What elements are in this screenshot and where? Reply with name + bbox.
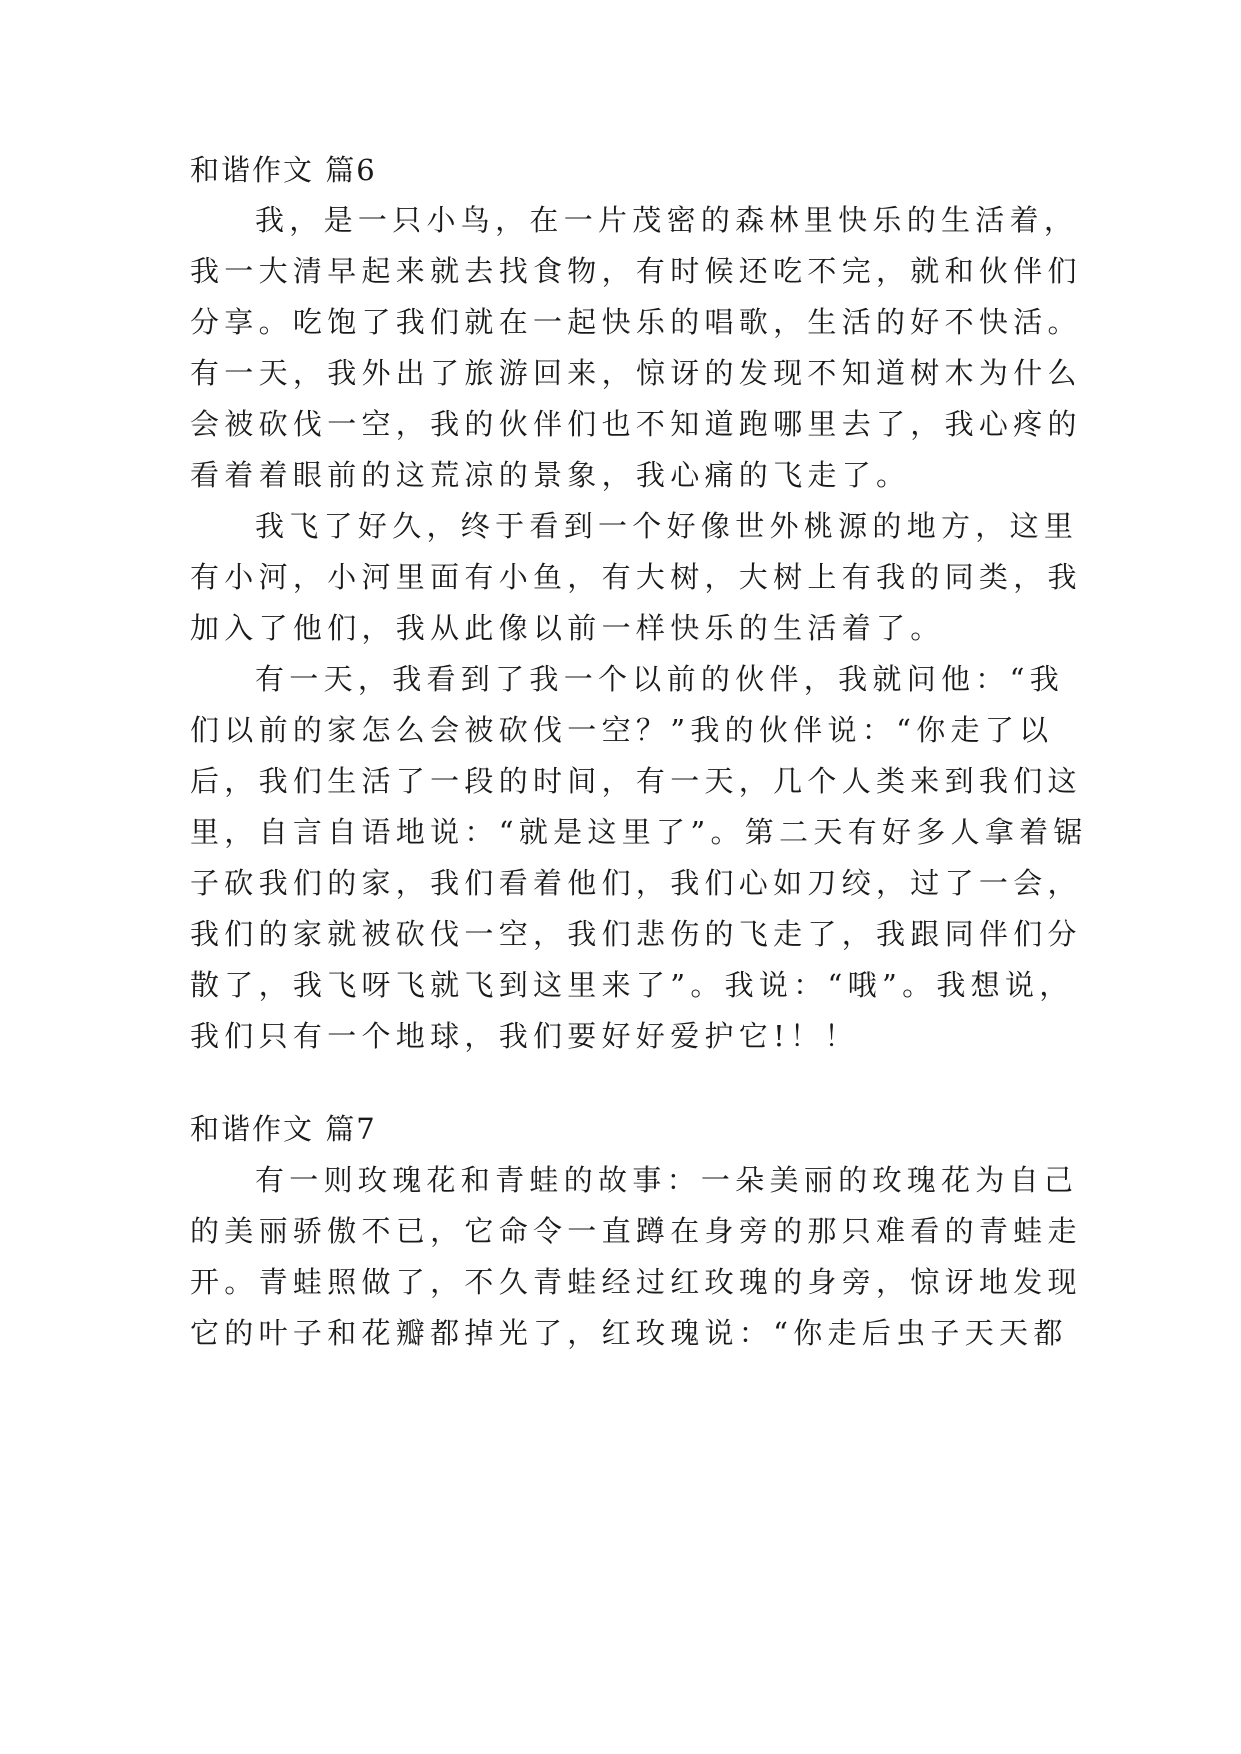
paragraph-line: 它的叶子和花瓣都掉光了，红玫瑰说：“你走后虫子天天都 [190, 1316, 1068, 1350]
paragraph-line: 看着着眼前的这荒凉的景象，我心痛的飞走了。 [190, 458, 911, 492]
paragraph-line: 里，自言自语地说：“就是这里了”。第二天有好多人拿着锯 [190, 815, 1088, 849]
paragraph-line: 有一天，我外出了旅游回来，惊讶的发现不知道树木为什么 [190, 356, 1082, 390]
paragraph-line: 我一大清早起来就去找食物，有时候还吃不完，就和伙伴们 [190, 254, 1082, 288]
paragraph-line: 开。青蛙照做了，不久青蛙经过红玫瑰的身旁，惊讶地发现 [190, 1265, 1082, 1299]
paragraph-line: 子砍我们的家，我们看着他们，我们心如刀绞，过了一会， [190, 866, 1082, 900]
paragraph-line: 加入了他们，我从此像以前一样快乐的生活着了。 [190, 611, 945, 645]
paragraph-line: 们以前的家怎么会被砍伐一空？”我的伙伴说：“你走了以 [190, 713, 1054, 747]
paragraph-line: 有一天，我看到了我一个以前的伙伴，我就问他：“我 [255, 662, 1065, 696]
section-title-7: 和谐作文 篇7 [190, 1112, 377, 1146]
paragraph-line: 我飞了好久，终于看到一个好像世外桃源的地方，这里 [255, 509, 1079, 543]
paragraph-line: 分享。吃饱了我们就在一起快乐的唱歌，生活的好不快活。 [190, 305, 1082, 339]
paragraph-line: 我们的家就被砍伐一空，我们悲伤的飞走了，我跟同伴们分 [190, 917, 1082, 951]
paragraph-line: 会被砍伐一空，我的伙伴们也不知道跑哪里去了，我心疼的 [190, 407, 1082, 441]
paragraph-line: 有小河，小河里面有小鱼，有大树，大树上有我的同类，我 [190, 560, 1082, 594]
paragraph-line: 我们只有一个地球，我们要好好爱护它!！！ [190, 1019, 859, 1053]
paragraph-line: 散了，我飞呀飞就飞到这里来了”。我说：“哦”。我想说， [190, 968, 1074, 1002]
paragraph-line: 有一则玫瑰花和青蛙的故事：一朵美丽的玫瑰花为自己 [255, 1163, 1079, 1197]
section-title-6: 和谐作文 篇6 [190, 153, 377, 187]
paragraph-line: 的美丽骄傲不已，它命令一直蹲在身旁的那只难看的青蛙走 [190, 1214, 1082, 1248]
paragraph-line: 后，我们生活了一段的时间，有一天，几个人类来到我们这 [190, 764, 1082, 798]
paragraph-line: 我，是一只小鸟，在一片茂密的森林里快乐的生活着， [255, 203, 1079, 237]
